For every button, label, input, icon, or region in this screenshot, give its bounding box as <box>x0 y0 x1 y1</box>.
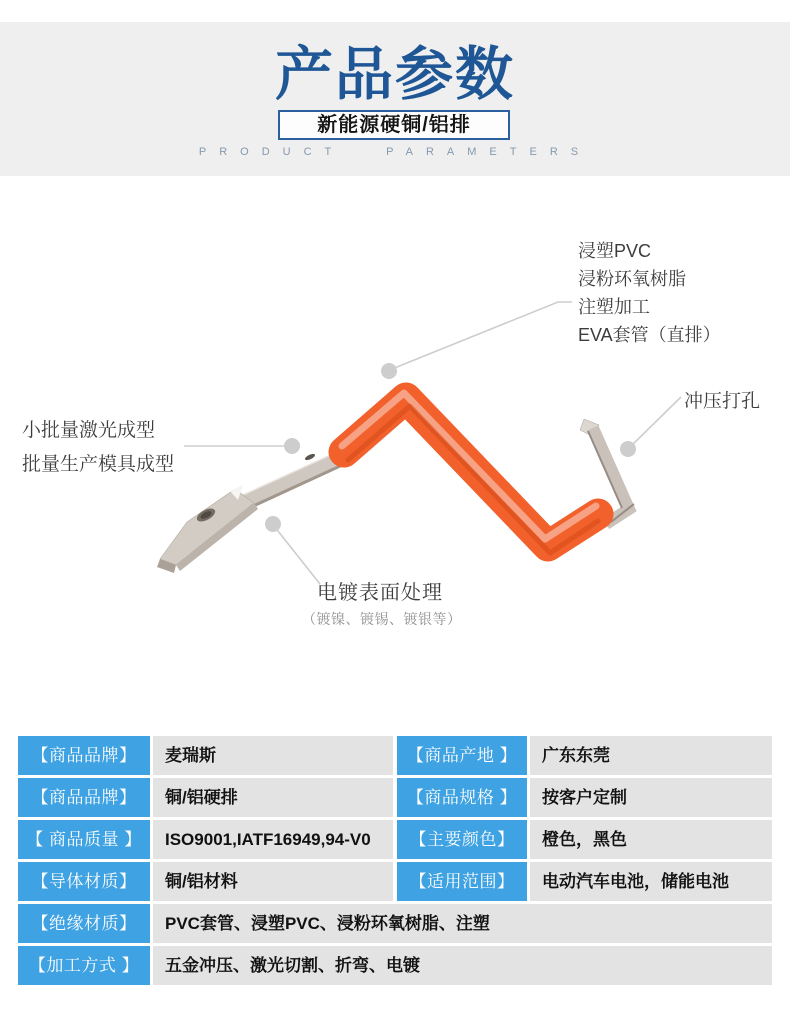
tagline-text: PRODUCT PARAMETERS <box>198 146 592 158</box>
table-row <box>18 736 772 775</box>
param-label: 【 商品质量 】 <box>18 820 150 859</box>
param-label: 【绝缘材质】 <box>18 904 150 943</box>
annotation-line: 浸塑PVC <box>578 241 652 261</box>
busbar-orange-tube <box>333 393 598 553</box>
param-value: ISO9001,IATF16949,94-V0 <box>153 820 393 859</box>
param-label: 【商品品牌】 <box>18 736 150 775</box>
annotation-plating: 电镀表面处理 <box>317 582 443 604</box>
table-row <box>18 778 772 817</box>
parameters-table <box>18 736 772 988</box>
annotation-line: 批量生产模具成型 <box>22 454 175 475</box>
annotation-line: EVA套管（直排） <box>578 325 721 345</box>
param-label: 【商品品牌】 <box>18 778 150 817</box>
table-row <box>18 946 772 985</box>
annotation-line: 浸粉环氧树脂 <box>578 269 686 289</box>
param-label: 【加工方式 】 <box>18 946 150 985</box>
param-label: 【适用范围】 <box>397 862 527 901</box>
param-value: 按客户定制 <box>530 778 772 817</box>
page-title: 产品参数 <box>274 42 515 107</box>
param-value: 广东东莞 <box>530 736 772 775</box>
param-value: 五金冲压、激光切割、折弯、电镀 <box>153 946 772 985</box>
annotation-line: 注塑加工 <box>578 297 650 317</box>
param-label: 【商品规格 】 <box>397 778 527 817</box>
param-value: 麦瑞斯 <box>153 736 393 775</box>
annotation-coating <box>578 237 721 349</box>
param-value: 电动汽车电池，储能电池 <box>530 862 772 901</box>
param-label: 【主要颜色】 <box>397 820 527 859</box>
annotation-forming <box>22 414 174 482</box>
param-label: 【导体材质】 <box>18 862 150 901</box>
table-row <box>18 820 772 859</box>
annotation-plating-sub: （镀镍、镀锡、镀银等） <box>302 611 462 627</box>
table-row <box>18 904 772 943</box>
annotation-line: 小批量激光成型 <box>22 420 156 441</box>
param-label: 【商品产地 】 <box>397 736 527 775</box>
param-value: PVC套管、浸塑PVC、浸粉环氧树脂、注塑 <box>153 904 772 943</box>
annotation-punching: 冲压打孔 <box>684 391 761 412</box>
subtitle-box: 新能源硬铜/铝排 <box>278 110 510 140</box>
param-value: 橙色，黑色 <box>530 820 772 859</box>
param-value: 铜/铝材料 <box>153 862 393 901</box>
table-row <box>18 862 772 901</box>
metal-bar <box>157 448 351 573</box>
param-value: 铜/铝硬排 <box>153 778 393 817</box>
